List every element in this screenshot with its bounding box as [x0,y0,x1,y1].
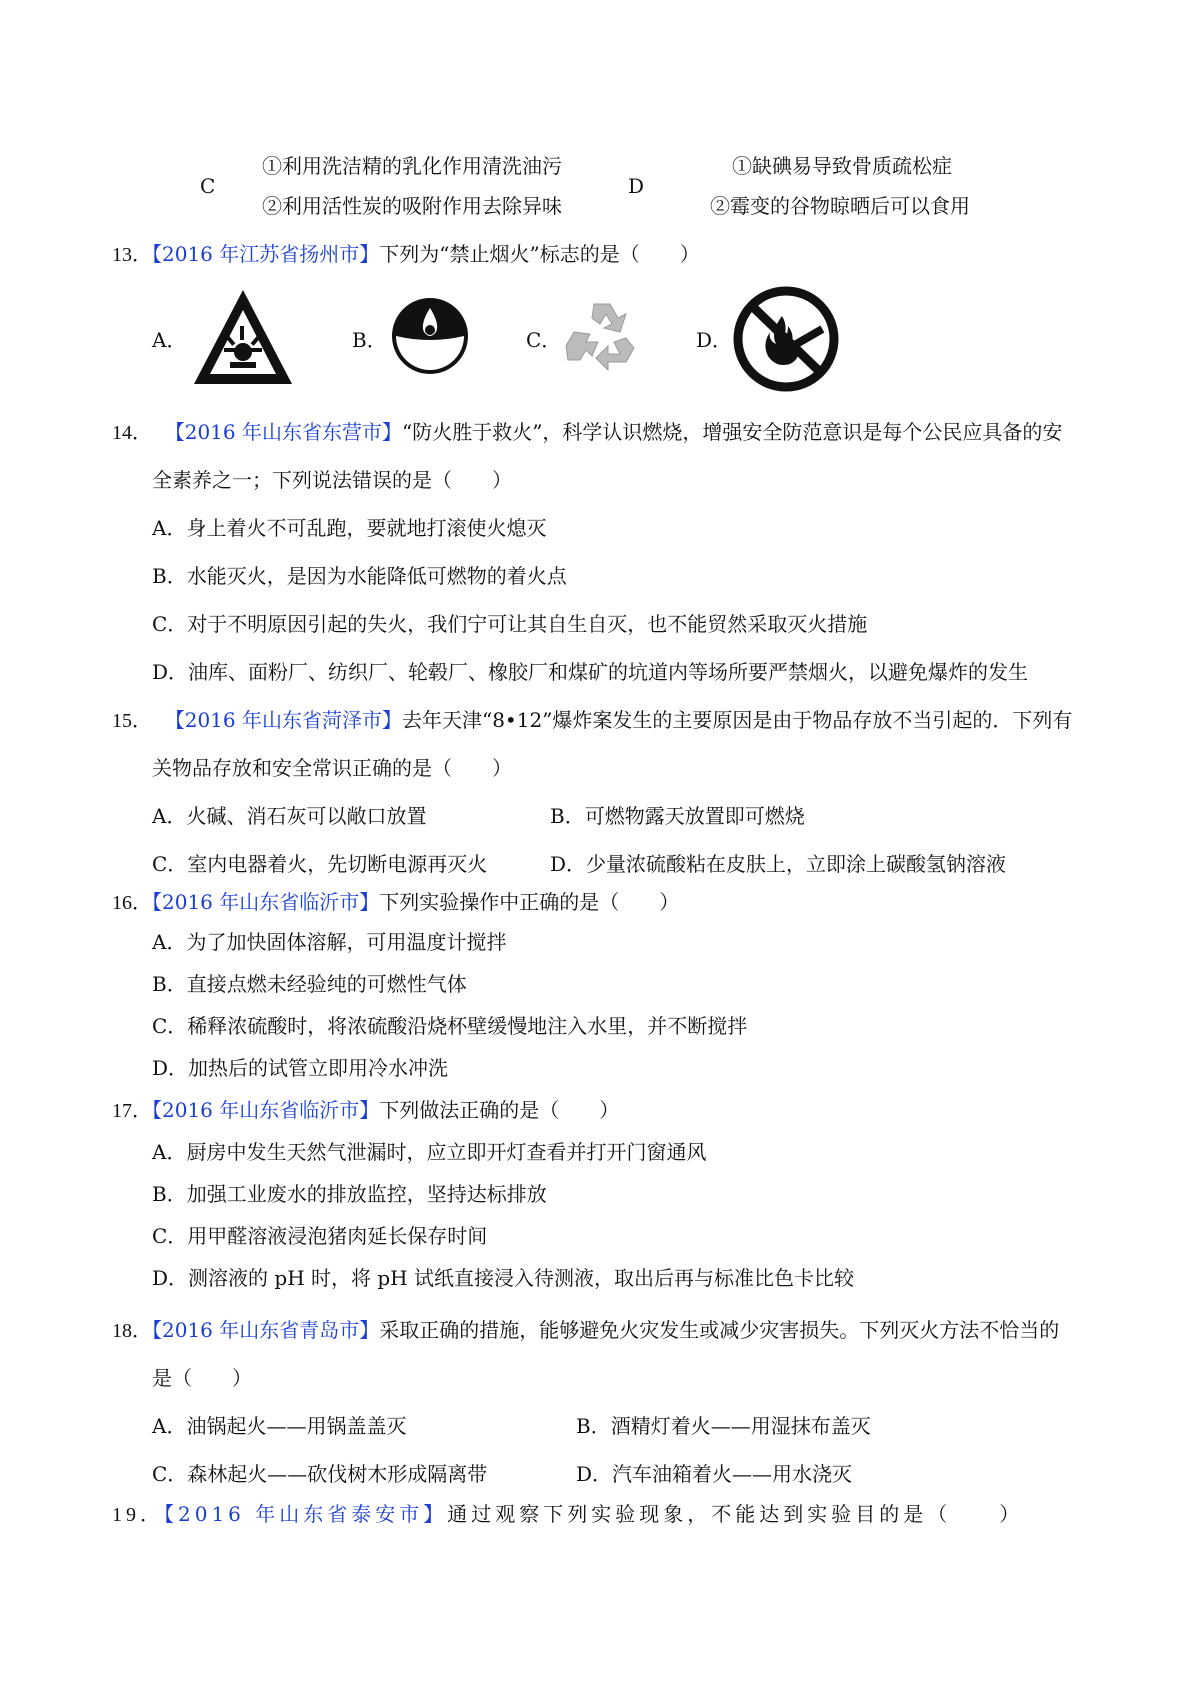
q14-option-b: B．水能灭火，是因为水能降低可燃物的着火点 [152,564,567,588]
question-stem: 去年天津“8•12”爆炸案发生的主要原因是由于物品存放不当引起的．下列有 [401,708,1073,732]
q14-option-a: A．身上着火不可乱跑，要就地打滚使火熄灭 [152,516,547,540]
question-18-stem-cont: 是（ ） [152,1366,252,1390]
question-source: 【2016 年江苏省扬州市】 [152,242,380,266]
question-14-stem-cont: 全素养之一；下列说法错误的是（ ） [152,468,512,492]
q14-option-c: C．对于不明原因引起的失火，我们宁可让其自生自灭，也不能贸然采取灭火措施 [152,612,868,636]
question-source: 【2016 年山东省菏泽市】 [164,708,402,732]
q18-option-b: B．酒精灯着火——用湿抹布盖灭 [576,1414,871,1438]
q13-option-b-label: B． [352,328,387,352]
q17-option-b: B．加强工业废水的排放监控，坚持达标排放 [152,1182,547,1206]
question-stem: 下列做法正确的是（ ） [379,1098,620,1122]
q15-option-b: B．可燃物露天放置即可燃烧 [550,804,805,828]
question-number: 17． [112,1100,152,1122]
q16-option-c: C．稀释浓硫酸时，将浓硫酸沿烧杯壁缓慢地注入水里，并不断搅拌 [152,1014,748,1038]
question-19 [112,1500,1023,1529]
question-16 [112,888,679,917]
question-source: 【2016 年山东省泰安市】 [164,1502,448,1526]
q13-option-c-label: C． [526,328,562,352]
q13-option-a-label: A． [152,328,187,352]
question-number: 15． [112,710,152,732]
q18-option-c: C．森林起火——砍伐树木形成隔离带 [152,1462,488,1486]
question-17 [112,1096,619,1125]
question-13 [112,240,700,269]
question-number: 16． [112,892,152,914]
q12-option-d-letter: D [628,174,645,198]
question-source: 【2016 年山东省临沂市】 [152,890,380,914]
question-14 [112,418,1062,447]
q12-option-d-line1: ①缺碘易导致骨质疏松症 [732,154,952,178]
q16-option-a: A．为了加快固体溶解，可用温度计搅拌 [152,930,507,954]
question-number: 14． [112,422,152,444]
question-15 [112,706,1072,735]
question-number: 19． [112,1504,164,1526]
q16-option-b: B．直接点燃未经验纯的可燃性气体 [152,972,467,996]
q18-option-a: A．油锅起火——用锅盖盖灭 [152,1414,407,1438]
recycling-icon [560,298,640,376]
question-18 [112,1316,1059,1345]
q14-option-d: D．油库、面粉厂、纺织厂、轮毂厂、橡胶厂和煤矿的坑道内等场所要严禁烟火，以避免爆炸的发生 [152,660,1029,684]
q17-option-d: D．测溶液的 pH 时，将 pH 试纸直接浸入待测液，取出后再与标准比色卡比较 [152,1266,854,1290]
question-number: 18． [112,1320,152,1342]
question-15-stem-cont: 关物品存放和安全常识正确的是（ ） [152,756,512,780]
water-saving-icon [390,296,470,376]
q12-option-d-line2: ②霉变的谷物晾晒后可以食用 [710,194,970,218]
q16-option-d: D．加热后的试管立即用冷水冲洗 [152,1056,449,1080]
question-source: 【2016 年山东省东营市】 [164,420,402,444]
q18-option-d: D．汽车油箱着火——用水浇灭 [576,1462,853,1486]
question-stem: 下列为“禁止烟火”标志的是（ ） [379,242,700,266]
q15-option-a: A．火碱、消石灰可以敞口放置 [152,804,427,828]
q17-option-a: A．厨房中发生天然气泄漏时，应立即开灯查看并打开门窗通风 [152,1140,707,1164]
q12-option-c-letter: C [200,174,216,198]
q12-option-c-line1: ①利用洗洁精的乳化作用清洗油污 [262,154,562,178]
question-stem: 通过观察下列实验现象，不能达到实验目的是（ ） [447,1502,1024,1526]
q12-option-c-line2: ②利用活性炭的吸附作用去除异味 [262,194,562,218]
question-stem: “防火胜于救火”，科学认识燃烧，增强安全防范意识是每个公民应具备的安 [401,420,1063,444]
question-source: 【2016 年山东省临沂市】 [152,1098,380,1122]
q15-option-c: C．室内电器着火，先切断电源再灭火 [152,852,488,876]
question-source: 【2016 年山东省青岛市】 [152,1318,380,1342]
question-number: 13． [112,244,152,266]
question-stem: 采取正确的措施，能够避免火灾发生或减少灾害损失。下列灭火方法不恰当的 [379,1318,1060,1342]
no-fire-icon [732,286,840,392]
question-stem: 下列实验操作中正确的是（ ） [379,890,680,914]
q17-option-c: C．用甲醛溶液浸泡猪肉延长保存时间 [152,1224,488,1248]
q15-option-d: D．少量浓硫酸粘在皮肤上，立即涂上碳酸氢钠溶液 [550,852,1007,876]
explosive-warning-icon [190,286,296,390]
q13-option-d-label: D． [696,328,733,352]
